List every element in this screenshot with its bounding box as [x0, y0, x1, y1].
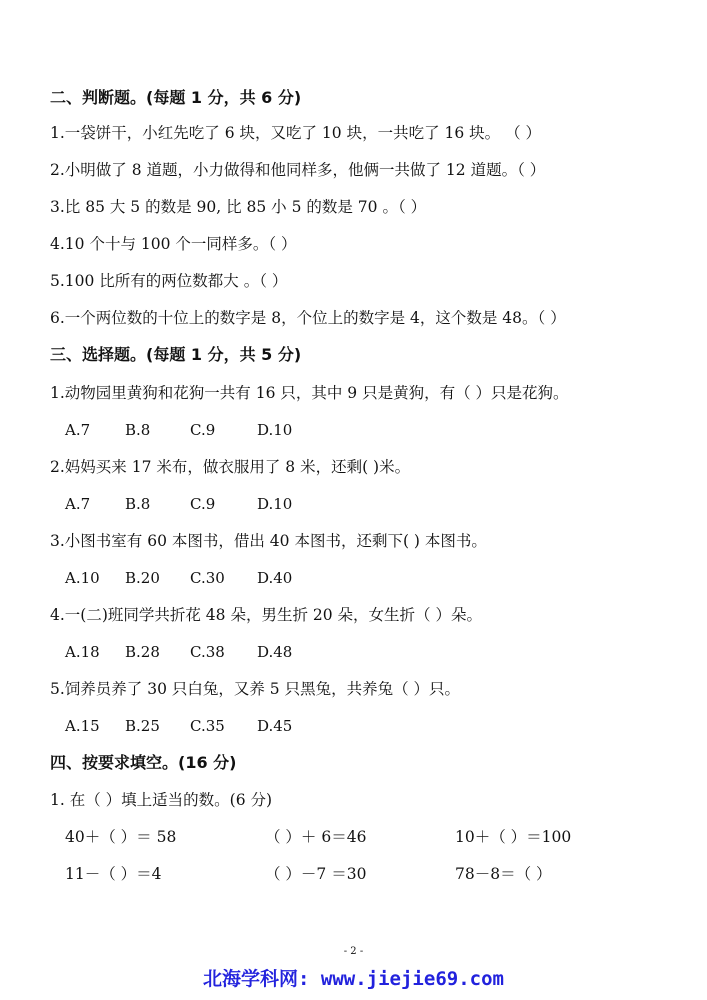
- choice-4-option-d: D.48: [257, 643, 293, 661]
- choice-5-option-b: B.25: [125, 717, 160, 735]
- choice-1-option-d: D.10: [257, 421, 293, 439]
- choice-4-option-a: A.18: [65, 643, 100, 661]
- choice-question-4: 4.一(二)班同学共折花 48 朵，男生折 20 朵，女生折（ ）朵。: [50, 606, 482, 624]
- choice-3-option-c: C.30: [190, 569, 225, 587]
- choice-5-option-d: D.45: [257, 717, 293, 735]
- judge-item-2: 2.小明做了 8 道题，小力做得和他同样多，他俩一共做了 12 道题。（ ）: [50, 161, 546, 179]
- choice-question-3: 3.小图书室有 60 本图书，借出 40 本图书，还剩下( ) 本图书。: [50, 532, 487, 550]
- fill-blank-5: （ ）－7 ＝30: [265, 865, 367, 883]
- fill-question-1: 1. 在（ ）填上适当的数。(6 分): [50, 791, 273, 809]
- choice-2-option-d: D.10: [257, 495, 293, 513]
- choice-5-option-c: C.35: [190, 717, 225, 735]
- footer-watermark[interactable]: 北海学科网: www.jiejie69.com: [203, 968, 504, 990]
- fill-blank-6: 78－8＝（ ）: [455, 865, 552, 883]
- fill-blank-1: 40＋（ ）＝ 58: [65, 828, 177, 846]
- choice-question-2: 2.妈妈买来 17 米布，做衣服用了 8 米，还剩( )米。: [50, 458, 411, 476]
- choice-3-option-d: D.40: [257, 569, 293, 587]
- choice-2-option-b: B.8: [125, 495, 151, 513]
- choice-question-5: 5.饲养员养了 30 只白兔，又养 5 只黑兔，共养兔（ ）只。: [50, 680, 461, 698]
- choice-2-option-a: A.7: [65, 495, 91, 513]
- page-number: - 2 -: [343, 946, 364, 957]
- section-3-title: 三、选择题。(每题 1 分，共 5 分): [50, 345, 302, 364]
- judge-item-6: 6.一个两位数的十位上的数字是 8，个位上的数字是 4，这个数是 48。（ ）: [50, 309, 566, 327]
- choice-4-option-c: C.38: [190, 643, 225, 661]
- judge-item-1: 1.一袋饼干，小红先吃了 6 块，又吃了 10 块，一共吃了 16 块。 （ ）: [50, 124, 542, 142]
- section-2-title: 二、判断题。(每题 1 分，共 6 分): [50, 88, 302, 107]
- choice-3-option-b: B.20: [125, 569, 160, 587]
- fill-blank-3: 10＋（ ）＝100: [455, 828, 572, 846]
- judge-item-5: 5.100 比所有的两位数都大 。（ ）: [50, 272, 288, 290]
- choice-4-option-b: B.28: [125, 643, 160, 661]
- judge-item-4: 4.10 个十与 100 个一同样多。（ ）: [50, 235, 297, 253]
- choice-question-1: 1.动物园里黄狗和花狗一共有 16 只，其中 9 只是黄狗，有（ ）只是花狗。: [50, 384, 569, 402]
- choice-2-option-c: C.9: [190, 495, 216, 513]
- fill-blank-4: 11－（ ）＝4: [65, 865, 162, 883]
- section-4-title: 四、按要求填空。(16 分): [50, 753, 237, 772]
- judge-item-3: 3.比 85 大 5 的数是 90, 比 85 小 5 的数是 70 。（ ）: [50, 198, 427, 216]
- choice-5-option-a: A.15: [65, 717, 100, 735]
- choice-3-option-a: A.10: [65, 569, 100, 587]
- choice-1-option-a: A.7: [65, 421, 91, 439]
- choice-1-option-c: C.9: [190, 421, 216, 439]
- choice-1-option-b: B.8: [125, 421, 151, 439]
- fill-blank-2: （ ）＋ 6＝46: [265, 828, 367, 846]
